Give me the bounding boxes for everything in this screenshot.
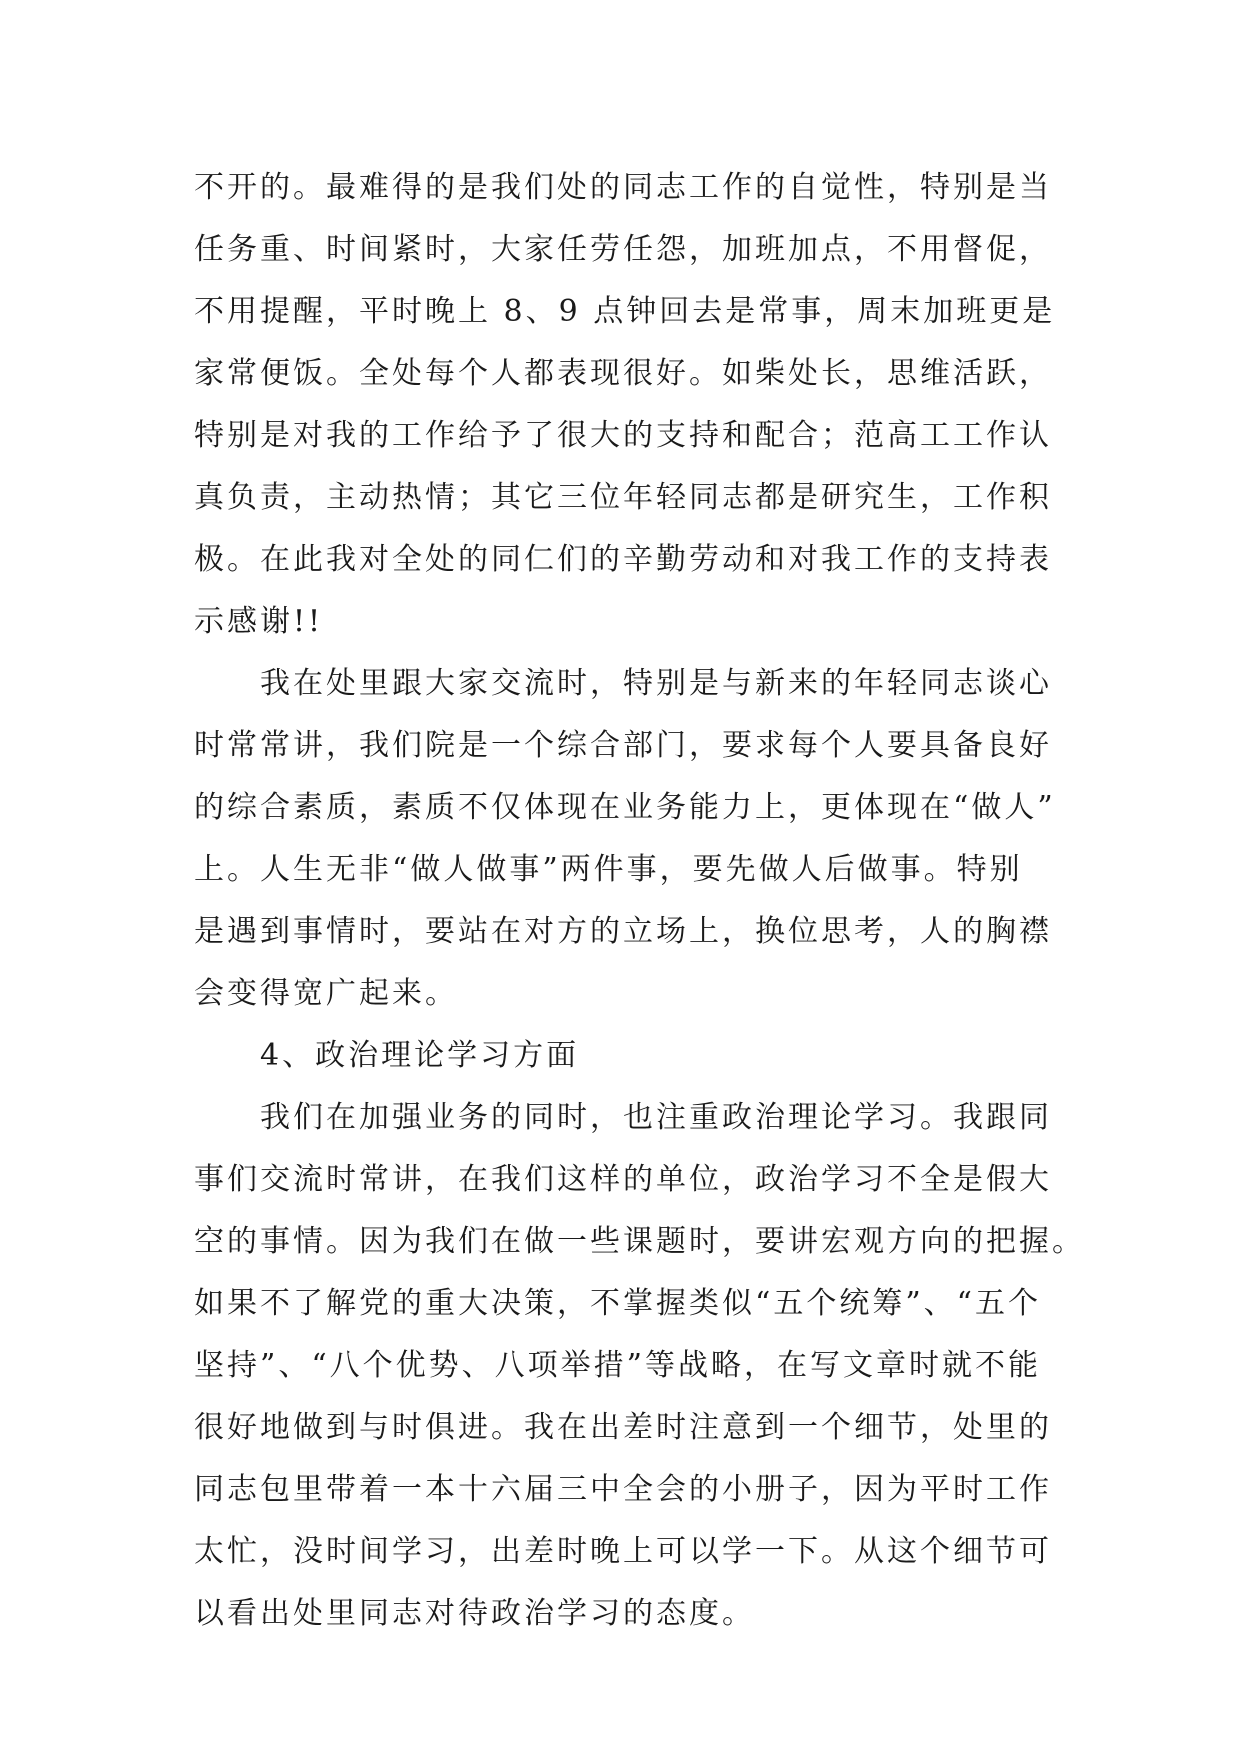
text-line: 很好地做到与时俱进。我在出差时注意到一个细节，处里的	[194, 1410, 1052, 1445]
text-line: 会变得宽广起来。	[194, 976, 458, 1011]
text-line: 是遇到事情时，要站在对方的立场上，换位思考，人的胸襟	[194, 914, 1052, 949]
text-line: 不开的。最难得的是我们处的同志工作的自觉性，特别是当	[194, 170, 1052, 205]
text-line: 时常常讲，我们院是一个综合部门，要求每个人要具备良好	[194, 728, 1052, 763]
text-line: 事们交流时常讲，在我们这样的单位，政治学习不全是假大	[194, 1162, 1052, 1197]
text-line: 坚持”、“八个优势、八项举措”等战略，在写文章时就不能	[194, 1348, 1042, 1383]
text-line: 家常便饭。全处每个人都表现很好。如柴处长，思维活跃，	[194, 356, 1052, 391]
text-line: 任务重、时间紧时，大家任劳任怨，加班加点，不用督促，	[194, 232, 1052, 267]
text-line: 极。在此我对全处的同仁们的辛勤劳动和对我工作的支持表	[194, 542, 1052, 577]
text-line: 太忙，没时间学习，出差时晚上可以学一下。从这个细节可	[194, 1534, 1052, 1569]
text-line: 示感谢!!	[194, 604, 324, 639]
text-line: 如果不了解党的重大决策，不掌握类似“五个统筹”、“五个	[194, 1286, 1042, 1321]
text-line: 的综合素质，素质不仅体现在业务能力上，更体现在“做人”	[194, 790, 1056, 825]
text-line: 真负责，主动热情；其它三位年轻同志都是研究生，工作积	[194, 480, 1052, 515]
section-heading: 4、政治理论学习方面	[194, 1038, 580, 1073]
text-line: 上。人生无非“做人做事”两件事，要先做人后做事。特别	[194, 852, 1023, 887]
text-line: 同志包里带着一本十六届三中全会的小册子，因为平时工作	[194, 1472, 1052, 1507]
document-body	[194, 157, 1085, 1645]
text-line: 特别是对我的工作给予了很大的支持和配合；范高工工作认	[194, 418, 1052, 453]
text-line: 以看出处里同志对待政治学习的态度。	[194, 1596, 755, 1631]
text-line: 不用提醒，平时晚上 8、9 点钟回去是常事，周末加班更是	[194, 294, 1056, 329]
text-line: 空的事情。因为我们在做一些课题时，要讲宏观方向的把握。	[194, 1224, 1085, 1259]
text-line: 我们在加强业务的同时，也注重政治理论学习。我跟同	[194, 1100, 1052, 1135]
text-line: 我在处里跟大家交流时，特别是与新来的年轻同志谈心	[194, 666, 1052, 701]
